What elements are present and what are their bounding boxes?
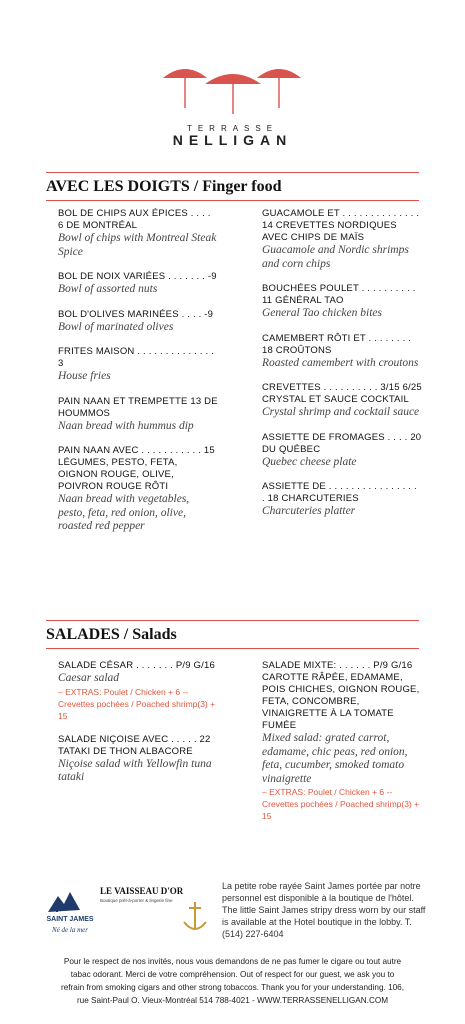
- menu-item: [262, 660, 422, 822]
- menu-item: [262, 432, 422, 470]
- item-name: SALADE MIXTE: . . . . . . P/9 G/16 CAROTTE RÂPÉE, EDAMAME, POIS CHICHES, OIGNON ROUGE, FETA, CONCOMBRE, VINAIGRETTE À LA TOMATE FUMÉE: [262, 660, 420, 731]
- divider: [46, 648, 419, 649]
- salads-right-column: [262, 660, 422, 834]
- item-desc: General Tao chicken bites: [262, 307, 382, 319]
- menu-item: [58, 396, 218, 434]
- item-name: ASSIETTE DE FROMAGES . . . . 20 DU QUÉBEC: [262, 431, 422, 455]
- menu-item: [262, 382, 422, 420]
- item-desc: Niçoise salad with Yellowfin tuna tataki: [58, 757, 212, 783]
- menu-item: [58, 734, 218, 785]
- item-name: CREVETTES . . . . . . . . . . 3/15 6/25 CRYSTAL ET SAUCE COCKTAIL: [262, 382, 422, 405]
- item-desc: Quebec cheese plate: [262, 455, 357, 468]
- item-name: BOL D'OLIVES MARINÉES . . . . -9: [58, 308, 214, 320]
- item-name: BOL DE NOIX VARIÉES . . . . . . . -9: [58, 271, 217, 282]
- menu-item: [262, 283, 422, 321]
- item-extra: – EXTRAS: Poulet / Chicken + 6 -- Crevettes pochées / Poached shrimp(3) + 15: [262, 787, 420, 821]
- item-desc: Mixed salad: grated carrot, edamame, chic peas, red onion, feta, cucumber, smoked tomato vinaigrette: [262, 732, 408, 785]
- saint-james-name: SAINT JAMES: [46, 916, 94, 923]
- menu-item: [58, 445, 218, 534]
- menu-item: [58, 271, 218, 297]
- item-name: SALADE NIÇOISE AVEC . . . . . 22 TATAKI DE THON ALBACORE: [58, 733, 211, 757]
- menu-item: [262, 333, 422, 371]
- divider: [46, 200, 419, 201]
- menu-item: [58, 309, 218, 335]
- divider: [46, 620, 419, 621]
- section-title-finger: AVEC LES DOIGTS / Finger food: [46, 178, 282, 195]
- item-name: FRITES MAISON . . . . . . . . . . . . . . 3: [58, 346, 214, 369]
- section-title-salads: SALADES / Salads: [46, 626, 177, 643]
- item-name: PAIN NAAN ET TREMPETTE 13 DE HOUMMOS: [58, 395, 218, 419]
- item-desc: Bowl of marinated olives: [58, 320, 174, 333]
- vaisseau-name: LE VAISSEAU D'OR: [100, 886, 184, 896]
- item-name: BOUCHÉES POULET . . . . . . . . . . 11 GÉNÉRAL TAO: [262, 283, 416, 306]
- partner-logos: [40, 882, 220, 952]
- menu-item: [58, 208, 218, 259]
- item-desc: Crystal shrimp and cocktail sauce: [262, 406, 420, 418]
- item-desc: Caesar salad: [58, 672, 120, 684]
- item-name: SALADE CÉSAR . . . . . . . P/9 G/16: [58, 660, 215, 671]
- item-extra: – EXTRAS: Poulet / Chicken + 6 -- Crevettes pochées / Poached shrimp(3) + 15: [58, 686, 216, 721]
- menu-item: [262, 208, 422, 271]
- item-desc: Guacamole and Nordic shrimps and corn chips: [262, 244, 409, 270]
- salads-left-column: [58, 660, 218, 797]
- anchor-icon: [180, 900, 210, 936]
- finger-right-column: [262, 208, 422, 531]
- brand-line1: TERRASSE: [186, 124, 279, 133]
- item-desc: Naan bread with hummus dip: [58, 419, 194, 432]
- finger-left-column: [58, 208, 218, 546]
- item-desc: Bowl of chips with Montreal Steak Spice: [58, 232, 217, 258]
- item-desc: Roasted camembert with croutons: [262, 356, 419, 369]
- footer-notice: Pour le respect de nos invités, nous vous demandons de ne pas fumer le cigare ou tout autre tabac odorant. Merci de votre compréhension. Out of respect for our guest, we ask you to refrain from smoking cigars and other strong tobaccos. Thank you for your understanding. 106, rue Saint-Paul O. Vieux-Montréal 514 788-4021 - WWW.TERRASSENELLIGAN.COM: [61, 957, 404, 1005]
- vaisseau-tagline: Boutique prêt-à-porter & lingerie fine: [100, 898, 173, 903]
- menu-item: [58, 660, 218, 722]
- boutique-note: La petite robe rayée Saint James portée par notre personnel est disponible à la boutique de l'hôtel. The little Saint James stripy dress worn by our staff is available at the Hotel boutique in the lobby. T. (514) 227-6404: [222, 881, 426, 939]
- menu-item: [262, 481, 422, 519]
- saint-james-tagline: Né de la mer: [52, 926, 88, 934]
- item-name: ASSIETTE DE . . . . . . . . . . . . . . . . . 18 CHARCUTERIES: [262, 481, 417, 504]
- item-desc: House fries: [58, 370, 111, 382]
- item-name: CAMEMBERT RÔTI ET . . . . . . . . 18 CROÛTONS: [262, 332, 412, 356]
- item-desc: Charcuteries platter: [262, 505, 356, 517]
- item-name: BOL DE CHIPS AUX ÉPICES . . . . 6 DE MONTRÉAL: [58, 208, 211, 231]
- divider: [46, 172, 419, 173]
- brand-line2: NELLIGAN: [172, 132, 293, 148]
- item-name: GUACAMOLE ET . . . . . . . . . . . . . . 14 CREVETTES NORDIQUES AVEC CHIPS DE MAÏS: [262, 208, 420, 243]
- item-desc: Bowl of assorted nuts: [58, 283, 158, 295]
- item-name: PAIN NAAN AVEC . . . . . . . . . . . 15 LÉGUMES, PESTO, FETA, OIGNON ROUGE, OLIVE, POIVRON ROUGE RÔTI: [58, 445, 215, 492]
- umbrella-logo-icon: [153, 58, 313, 118]
- menu-item: [58, 346, 218, 384]
- item-desc: Naan bread with vegetables, pesto, feta, red onion, olive, roasted red pepper: [58, 493, 190, 532]
